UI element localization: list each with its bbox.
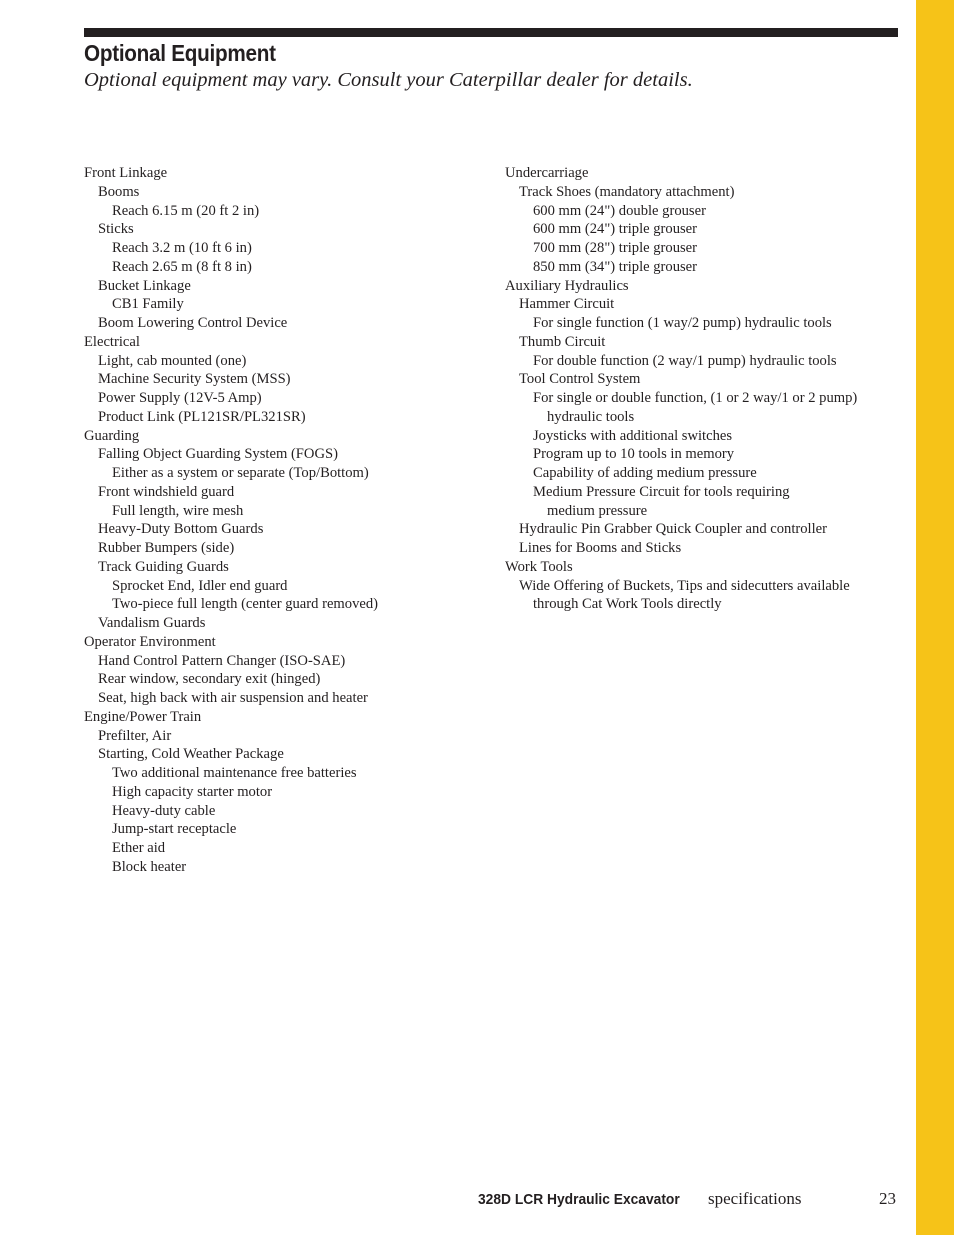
list-item: Tool Control System	[519, 371, 641, 388]
list-item: 850 mm (34") triple grouser	[533, 258, 698, 275]
list-item: Light, cab mounted (one)	[98, 352, 247, 369]
list-item: Sticks	[98, 221, 134, 238]
list-item: Rear window, secondary exit (hinged)	[98, 671, 321, 688]
list-item: High capacity starter motor	[112, 783, 273, 800]
list-heading: Engine/Power Train	[84, 708, 202, 725]
list-item: Track Shoes (mandatory attachment)	[519, 183, 735, 200]
list-item: 700 mm (28") triple grouser	[533, 240, 698, 256]
list-item: Hydraulic Pin Grabber Quick Coupler and controller	[519, 521, 828, 538]
list-item: CB1 Family	[112, 296, 184, 313]
list-item: Product Link (PL121SR/PL321SR)	[98, 408, 306, 425]
list-item: Heavy-Duty Bottom Guards	[98, 521, 264, 538]
list-item: Reach 2.65 m (8 ft 8 in)	[112, 258, 252, 275]
list-item: Starting, Cold Weather Package	[98, 746, 284, 763]
list-item: Hand Control Pattern Changer (ISO-SAE)	[98, 652, 346, 669]
list-item: For single function (1 way/2 pump) hydraulic tools	[533, 315, 832, 331]
list-item: Capability of adding medium pressure	[533, 465, 757, 481]
list-heading: Guarding	[84, 427, 140, 444]
list-item: Either as a system or separate (Top/Bottom)	[112, 465, 369, 481]
list-item: Bucket Linkage	[98, 277, 191, 294]
list-item: Booms	[98, 183, 140, 200]
page-subtitle: Optional equipment may vary. Consult your Caterpillar dealer for details.	[84, 69, 693, 91]
list-item: Two-piece full length (center guard removed)	[112, 596, 379, 613]
list-item: Machine Security System (MSS)	[98, 371, 291, 388]
list-item: For single or double function, (1 or 2 way/1 or 2 pump)	[533, 390, 858, 406]
footer-specifications-label: specifications	[708, 1189, 802, 1208]
list-item: Joysticks with additional switches	[533, 427, 733, 444]
list-heading: Front Linkage	[84, 165, 168, 181]
list-item: Heavy-duty cable	[112, 802, 216, 819]
list-item: Reach 6.15 m (20 ft 2 in)	[112, 202, 260, 219]
header-rule	[84, 28, 898, 37]
page-number: 23	[879, 1189, 896, 1208]
list-item: Jump-start receptacle	[112, 821, 237, 838]
list-item: Medium Pressure Circuit for tools requiring	[533, 483, 790, 500]
page-title: Optional Equipment	[84, 40, 276, 66]
list-item: Prefilter, Air	[98, 727, 172, 744]
list-item: medium pressure	[547, 502, 648, 519]
list-item: Power Supply (12V-5 Amp)	[98, 390, 262, 406]
list-heading: Electrical	[84, 333, 140, 350]
list-item: hydraulic tools	[547, 408, 635, 425]
list-item: Hammer Circuit	[519, 296, 615, 313]
list-item: Track Guiding Guards	[98, 558, 229, 575]
list-item: Wide Offering of Buckets, Tips and sidecutters available	[519, 577, 850, 594]
list-item: Falling Object Guarding System (FOGS)	[98, 446, 338, 463]
list-item: Boom Lowering Control Device	[98, 315, 288, 331]
footer-model-name: 328D LCR Hydraulic Excavator	[478, 1191, 680, 1208]
list-item: 600 mm (24") double grouser	[533, 202, 706, 219]
list-heading: Undercarriage	[505, 165, 589, 181]
yellow-accent-bar	[916, 0, 954, 1235]
list-item: Reach 3.2 m (10 ft 6 in)	[112, 240, 252, 256]
list-item: Thumb Circuit	[519, 333, 606, 350]
list-item: Seat, high back with air suspension and heater	[98, 690, 368, 706]
list-item: Front windshield guard	[98, 483, 235, 500]
list-item: Ether aid	[112, 840, 166, 856]
list-item: Vandalism Guards	[98, 615, 206, 631]
list-item: through Cat Work Tools directly	[533, 596, 722, 613]
list-item: 600 mm (24") triple grouser	[533, 221, 698, 238]
list-heading: Operator Environment	[84, 633, 216, 650]
equipment-list-left	[84, 164, 484, 877]
list-item: For double function (2 way/1 pump) hydraulic tools	[533, 352, 837, 369]
list-item: Full length, wire mesh	[112, 502, 244, 519]
list-heading: Work Tools	[505, 558, 573, 575]
list-item: Program up to 10 tools in memory	[533, 446, 735, 463]
list-heading: Auxiliary Hydraulics	[505, 277, 629, 294]
list-item: Block heater	[112, 858, 187, 875]
list-item: Sprocket End, Idler end guard	[112, 577, 288, 594]
list-item: Rubber Bumpers (side)	[98, 540, 235, 556]
page-footer	[478, 1187, 898, 1211]
list-item: Lines for Booms and Sticks	[519, 540, 682, 556]
list-item: Two additional maintenance free batteries	[112, 765, 357, 781]
equipment-list-right	[505, 164, 905, 614]
